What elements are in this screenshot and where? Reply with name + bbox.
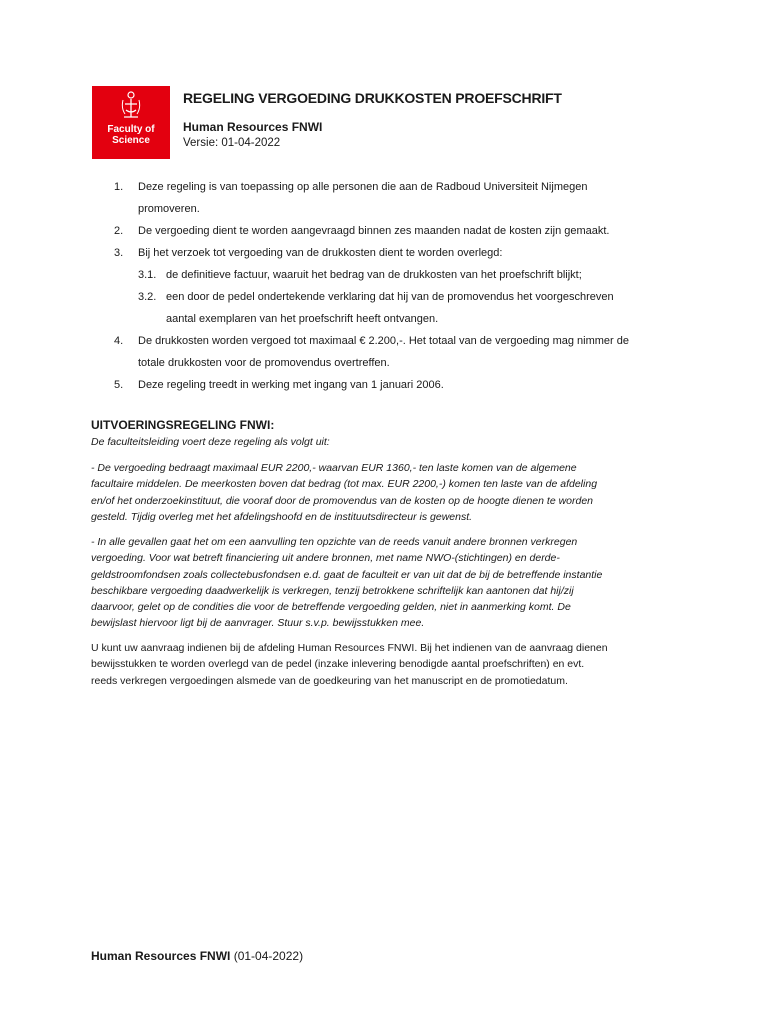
paragraph-1 bbox=[91, 460, 681, 525]
paragraph-line: bewijslast hiervoor ligt bij de aanvrager. Stuur s.v.p. bewijsstukken mee. bbox=[91, 617, 425, 630]
logo-line-1: Faculty of bbox=[107, 124, 155, 135]
footer-department: Human Resources FNWI bbox=[91, 949, 231, 963]
paragraph-line: en/of het onderzoekinstituut, die vooraf door de promovendus van de kosten op de hoogte dienen te worden bbox=[91, 494, 594, 507]
subrule-line: de definitieve factuur, waaruit het bedrag van de drukkosten van het proefschrift blijkt; bbox=[166, 269, 582, 281]
paragraph-line: geldstroomfondsen zoals collectebusfondsen e.d. gaat de faculteit er van uit dat de bij de betreffende instantie bbox=[91, 568, 603, 581]
subrule-number: 3.1. bbox=[138, 269, 157, 281]
section-intro: De faculteitsleiding voert deze regeling als volgt uit: bbox=[91, 436, 330, 448]
rule-line: Deze regeling is van toepassing op alle personen die aan de Radboud Universiteit Nijmegen bbox=[138, 181, 588, 193]
paragraph-line: beschikbare vergoeding daadwerkelijk is verkregen, tenzij betrokkene schriftelijk kan aantonen dat hij/zij bbox=[91, 584, 574, 597]
subrule-line: een door de pedel ondertekende verklaring dat hij van de promovendus het voorgeschreven bbox=[166, 291, 614, 303]
university-seal-icon bbox=[120, 90, 142, 122]
subrule-item bbox=[0, 286, 666, 330]
rule-line: De vergoeding dient te worden aangevraagd binnen zes maanden nadat de kosten zijn gemaakt. bbox=[138, 225, 610, 237]
paragraph-line: U kunt uw aanvraag indienen bij de afdeling Human Resources FNWI. Bij het indienen van de aanvraag dienen bbox=[91, 642, 608, 654]
rule-line: De drukkosten worden vergoed tot maximaal € 2.200,-. Het totaal van de vergoeding mag nimmer de bbox=[138, 335, 629, 347]
rule-number: 1. bbox=[114, 181, 124, 193]
rule-item bbox=[0, 220, 658, 242]
logo-text bbox=[92, 124, 170, 146]
paragraph-line: gesteld. Tijdig overleg met het afdelingshoofd en de instituutsdirecteur is gewenst. bbox=[91, 510, 473, 523]
paragraph-line: bewijsstukken te worden overlegd van de pedel (inzake inlevering benodigde aantal proefschriften) en evt. bbox=[91, 658, 585, 671]
rule-item bbox=[0, 374, 658, 396]
paragraph-line: - In alle gevallen gaat het om een aanvulling ten opzichte van de reeds vanuit andere bronnen verkregen bbox=[91, 536, 578, 548]
rule-number: 4. bbox=[114, 335, 124, 347]
rule-line: totale drukkosten voor de promovendus overtreffen. bbox=[138, 357, 390, 369]
paragraph-line: facultaire middelen. De meerkosten boven dat bedrag (tot max. EUR 2200,-) komen ten laste van de afdeling bbox=[91, 478, 598, 491]
rule-line: Bij het verzoek tot vergoeding van de drukkosten dient te worden overlegd: bbox=[138, 247, 503, 259]
footer-date: (01-04-2022) bbox=[233, 949, 304, 963]
subrule-item bbox=[0, 264, 666, 286]
rule-item bbox=[0, 330, 658, 374]
department-name: Human Resources FNWI bbox=[183, 120, 323, 134]
rule-item bbox=[0, 176, 658, 220]
paragraph-line: reeds verkregen vergoedingen alsmede van de goedkeuring van het manuscript en de promotiedatum. bbox=[91, 674, 568, 687]
rule-item bbox=[0, 242, 658, 264]
document-title: REGELING VERGOEDING DRUKKOSTEN PROEFSCHRIFT bbox=[183, 90, 562, 106]
rule-number: 5. bbox=[114, 379, 124, 391]
rule-line: Deze regeling treedt in werking met ingang van 1 januari 2006. bbox=[138, 379, 444, 391]
section-title: UITVOERINGSREGELING FNWI: bbox=[91, 418, 275, 432]
rule-number: 3. bbox=[114, 247, 124, 259]
logo-line-2: Science bbox=[112, 135, 150, 146]
rule-number: 2. bbox=[114, 225, 124, 237]
rule-line: promoveren. bbox=[138, 203, 200, 215]
subrule-number: 3.2. bbox=[138, 291, 157, 303]
rules-list bbox=[0, 176, 770, 396]
paragraph-2 bbox=[91, 534, 681, 632]
paragraph-line: daarvoor, gelet op de condities die voor de betreffende vergoeding gelden, niet in aanmerking komt. De bbox=[91, 601, 571, 614]
page-footer bbox=[91, 949, 303, 963]
paragraph-3 bbox=[91, 640, 681, 689]
version-label: Versie: 01-04-2022 bbox=[183, 137, 281, 149]
faculty-logo bbox=[92, 86, 170, 159]
subrule-line: aantal exemplaren van het proefschrift heeft ontvangen. bbox=[166, 313, 439, 325]
paragraph-line: vergoeding. Voor wat betreft financiering uit andere bronnen, met name NWO-(stichtingen) en derde- bbox=[91, 552, 560, 565]
paragraph-line: - De vergoeding bedraagt maximaal EUR 2200,- waarvan EUR 1360,- ten laste komen van de algemene bbox=[91, 462, 577, 474]
